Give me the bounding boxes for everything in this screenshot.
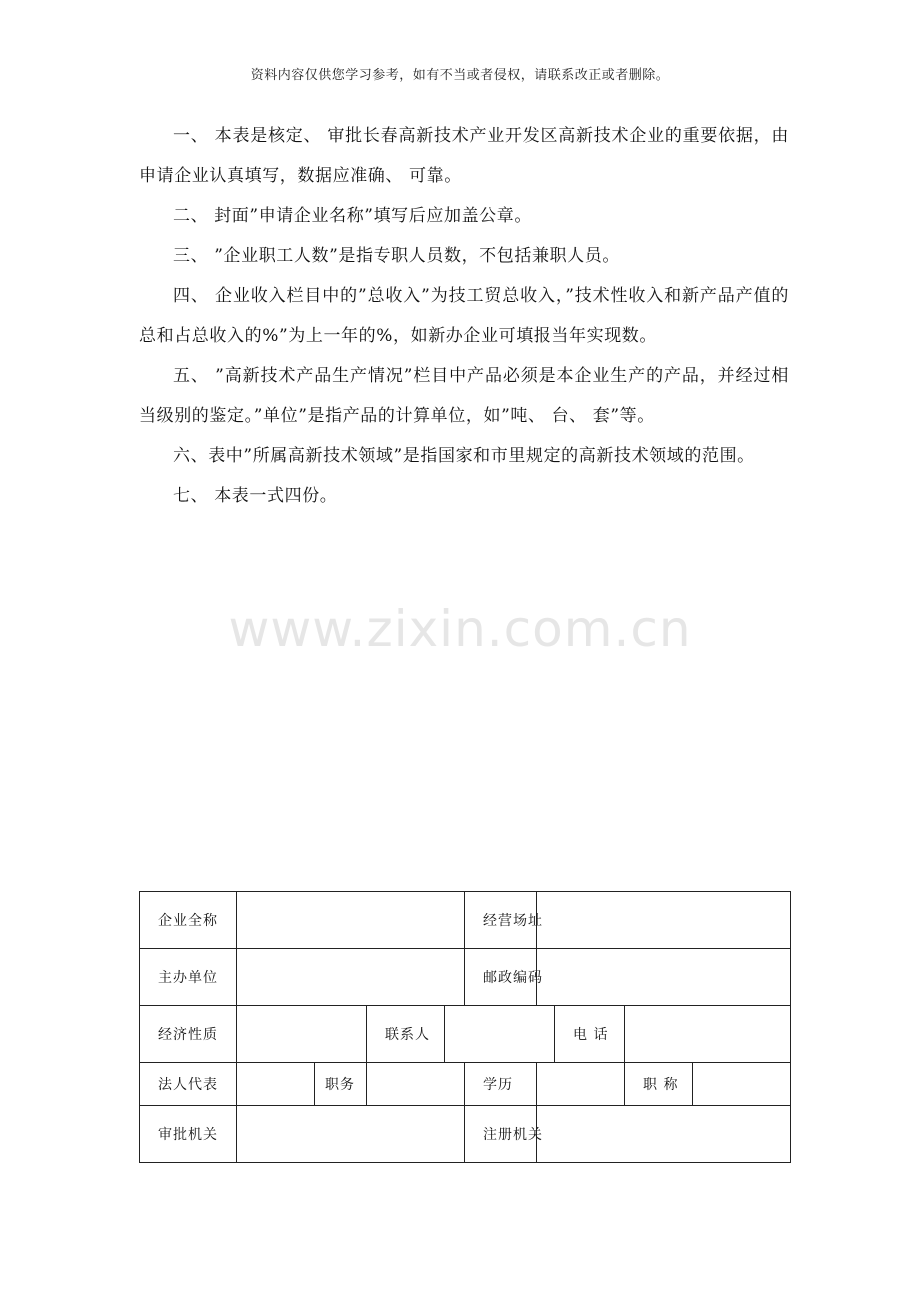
legal-rep-label: 法人代表 — [140, 1063, 237, 1106]
approval-authority-field[interactable] — [237, 1106, 465, 1163]
education-label: 学历 — [465, 1063, 537, 1106]
company-name-field[interactable] — [237, 892, 465, 949]
position-field[interactable] — [367, 1063, 465, 1106]
business-address-field[interactable] — [537, 892, 791, 949]
instruction-item: 一、 本表是核定、 审批长春高新技术产业开发区高新技术企业的重要依据，由申请企业认真填写，数据应准确、 可靠。 — [139, 126, 789, 186]
contact-person-label: 联系人 — [367, 1006, 445, 1063]
table-row — [140, 1006, 791, 1063]
instruction-item: 四、 企业收入栏目中的”总收入”为技工贸总收入，”技术性收入和新产品产值的总和占总收入的%”为上一年的%，如新办企业可填报当年实现数。 — [139, 286, 789, 346]
approval-authority-label: 审批机关 — [140, 1106, 237, 1163]
table-row — [140, 1063, 791, 1106]
instruction-item: 三、 ”企业职工人数”是指专职人员数，不包括兼职人员。 — [173, 246, 620, 266]
table-row — [140, 1106, 791, 1163]
business-address-label: 经营场址 — [465, 892, 537, 949]
table-row — [140, 949, 791, 1006]
postal-code-label: 邮政编码 — [465, 949, 537, 1006]
registration-authority-field[interactable] — [537, 1106, 791, 1163]
table-row — [140, 892, 791, 949]
page-header-notice: 资料内容仅供您学习参考，如有不当或者侵权，请联系改正或者删除。 — [250, 68, 670, 83]
postal-code-field[interactable] — [537, 949, 791, 1006]
company-info-table — [139, 891, 791, 1163]
position-label: 职务 — [315, 1063, 367, 1106]
title-field[interactable] — [693, 1063, 791, 1106]
sponsor-label: 主办单位 — [140, 949, 237, 1006]
instruction-item: 六、表中”所属高新技术领域”是指国家和市里规定的高新技术领域的范围。 — [173, 446, 755, 466]
instructions-section — [139, 116, 789, 516]
instruction-item: 二、 封面”申请企业名称”填写后应加盖公章。 — [173, 206, 532, 226]
registration-authority-label: 注册机关 — [465, 1106, 537, 1163]
instruction-item: 五、 ”高新技术产品生产情况”栏目中产品必须是本企业生产的产品，并经过相当级别的鉴定。”单位”是指产品的计算单位，如”吨、 台、 套”等。 — [139, 366, 789, 426]
education-field[interactable] — [537, 1063, 625, 1106]
economic-nature-field[interactable] — [237, 1006, 367, 1063]
contact-person-field[interactable] — [445, 1006, 555, 1063]
economic-nature-label: 经济性质 — [140, 1006, 237, 1063]
phone-field[interactable] — [625, 1006, 791, 1063]
watermark: www.zixin.com.cn — [228, 600, 692, 658]
sponsor-field[interactable] — [237, 949, 465, 1006]
legal-rep-field[interactable] — [237, 1063, 315, 1106]
company-name-label: 企业全称 — [140, 892, 237, 949]
instruction-item: 七、 本表一式四份。 — [173, 486, 338, 506]
phone-label: 电 话 — [555, 1006, 625, 1063]
title-label: 职 称 — [625, 1063, 693, 1106]
